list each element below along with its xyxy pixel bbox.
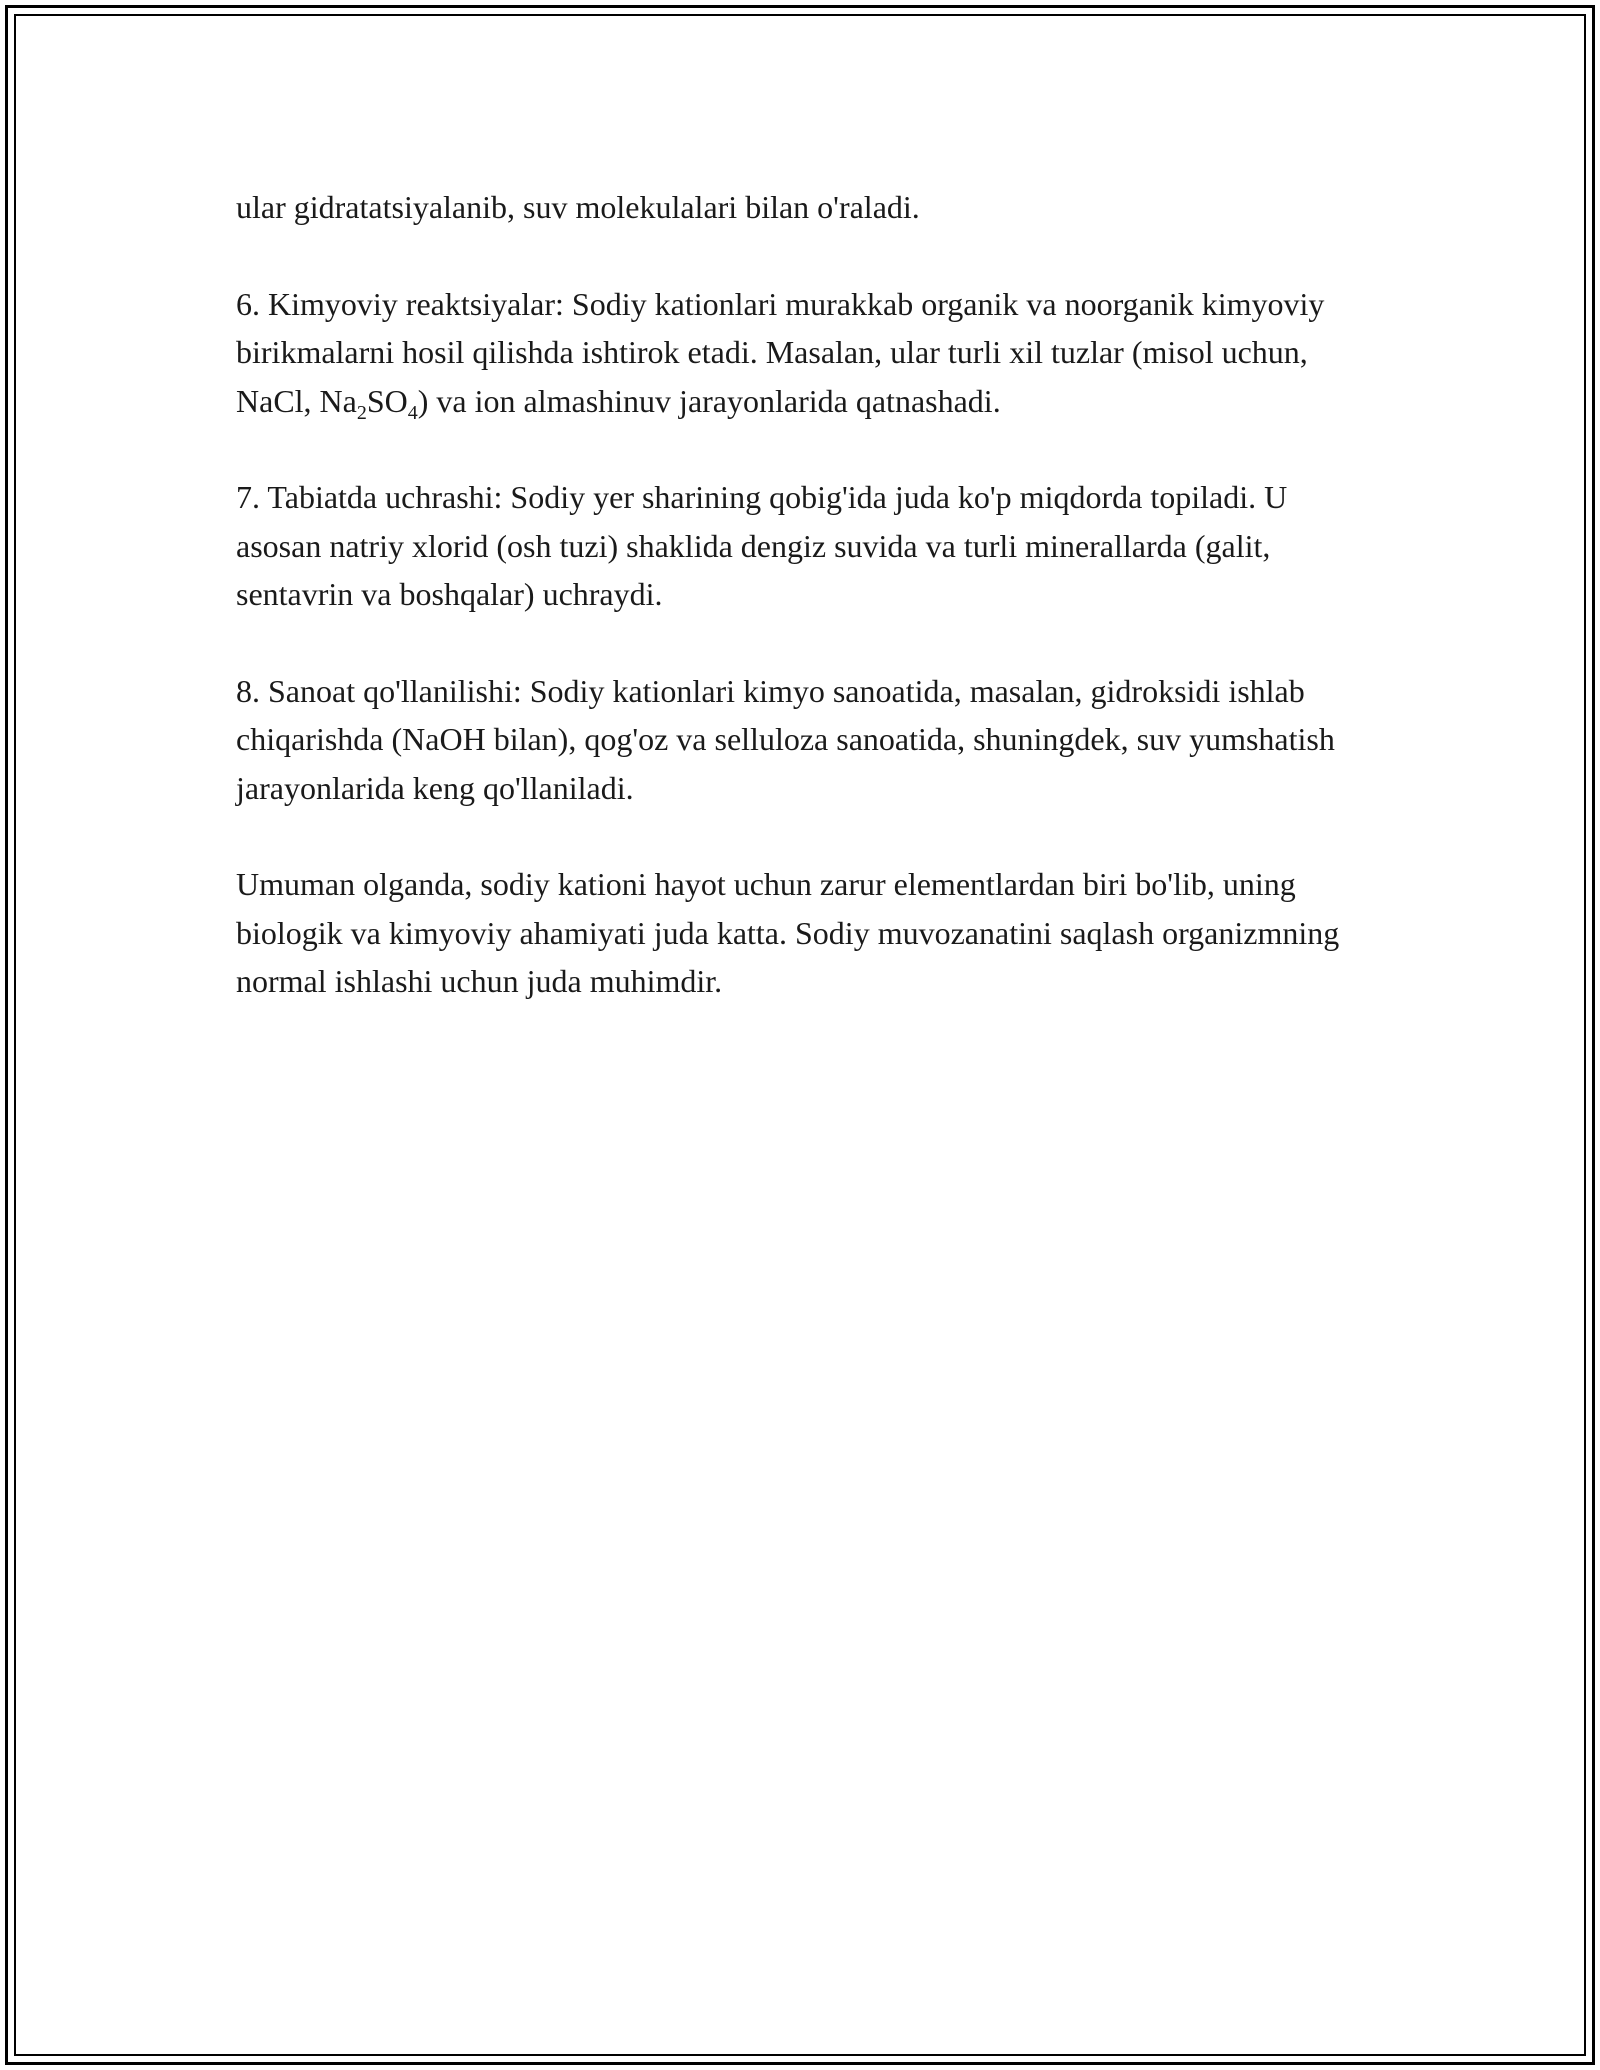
paragraph-occurrence-in-nature: 7. Tabiatda uchrashi: Sodiy yer sharining qobig'ida juda ko'p miqdorda topiladi. U asosan natriy xlorid (osh tuzi) shaklida dengiz suvida va turli minerallarda (galit, sentavrin va boshqalar) uchraydi. <box>236 479 1288 612</box>
subscript: 4 <box>407 401 418 424</box>
document-body <box>236 183 1376 1054</box>
paragraph-conclusion: Umuman olganda, sodiy kationi hayot uchun zarur elementlardan biri bo'lib, uning biologik va kimyoviy ahamiyati juda katta. Sodiy muvozanatini saqlash organizmning normal ishlashi uchun juda muhimdir. <box>236 866 1340 999</box>
paragraph-chemical-reactions <box>236 280 1376 426</box>
paragraph-continuation: ular gidratatsiyalanib, suv molekulalari bilan o'raladi. <box>236 189 920 225</box>
paragraph-text: SO <box>366 382 408 419</box>
paragraph-text: 6. Kimyoviy reaktsiyalar: Sodiy kationlari murakkab organik va noorganik kimyoviy birikmalarni hosil qilishda ishtirok etadi. Masalan, ular turli xil tuzlar (misol uchun, NaCl, Na <box>236 285 1325 419</box>
paragraph-text: ) va ion almashinuv jarayonlarida qatnashadi. <box>417 382 1001 419</box>
paragraph-industrial-use: 8. Sanoat qo'llanilishi: Sodiy kationlari kimyo sanoatida, masalan, gidroksidi ishlab chiqarishda (NaOH bilan), qog'oz va selluloza sanoatida, shuningdek, suv yumshatish jarayonlarida keng qo'llaniladi. <box>236 672 1335 806</box>
subscript: 2 <box>356 401 367 424</box>
